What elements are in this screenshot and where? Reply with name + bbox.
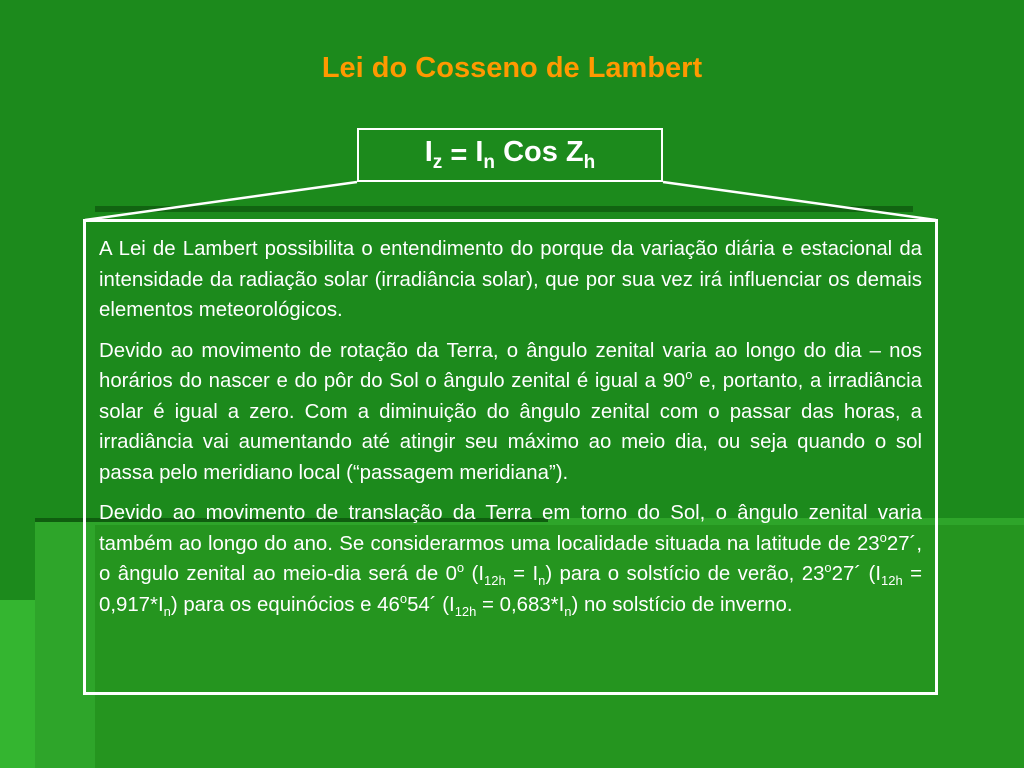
- connector-line-right: [663, 182, 936, 220]
- formula-lhs: $I_z$: [424, 136, 443, 173]
- formula-cos: Cos $Z_h$: [503, 136, 596, 173]
- paragraph-lambert-law: A Lei de Lambert possibilita o entendimento do porque da variação diária e estacional da intensidade da radiação solar (irradiância solar), que por sua vez irá influenciar os demais elementos meteorológicos.: [99, 238, 922, 321]
- formula-rhs: $I_n$: [475, 136, 496, 173]
- slide-title: Lei do Cosseno de Lambert: [321, 52, 703, 84]
- connector-line-left: [85, 182, 357, 220]
- explanation-box: [83, 219, 938, 695]
- paragraph-translation: Devido ao movimento de translação da Terra em torno do Sol, o ângulo zenital varia também ao longo do ano. Se considerarmos uma localidade situada na latitude de 23$^o$27´, o ângulo zenital ao meio-dia será de 0$^o$ $(I_{12h} = I_n)$ para o solstício de verão, 23$^o$27´ $(I_{12h} = 0,917*I_n)$ para os equinócios e 46$^o$54´ $(I_{12h} = 0,683*I_n)$ no solstício de inverno.: [99, 502, 923, 619]
- formula-equals: =: [450, 138, 468, 171]
- paragraph-rotation: Devido ao movimento de rotação da Terra, o ângulo zenital varia ao longo do dia – nos horários do nascer e do pôr do Sol o ângulo zenital é igual a 90$^o$ e, portanto, a irradiância solar é igual a zero. Com a diminuição do ângulo zenital com o passar das horas, a irradiância vai aumentando até atingir seu máximo ao meio dia, ou seja quando o sol passa pelo meridiano local (“passagem meridiana”).: [99, 339, 923, 484]
